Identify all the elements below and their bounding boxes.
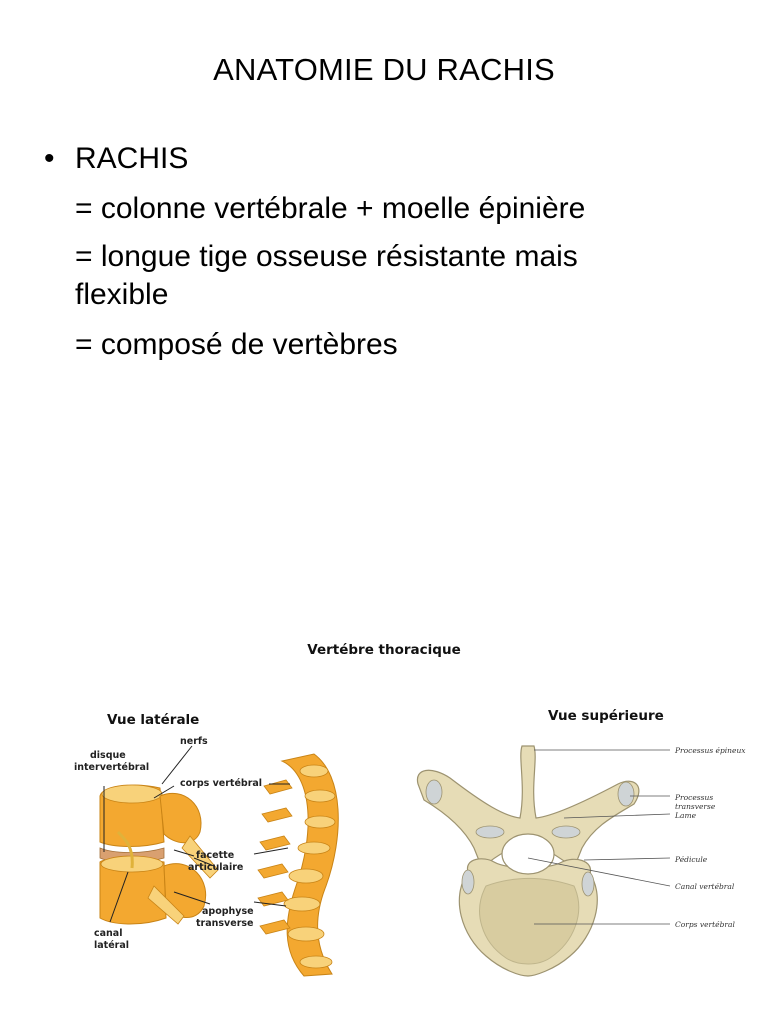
superior-view-title: Vue supérieure [548,708,664,724]
label-canal: canal [94,928,123,939]
bullet-dot: • [44,142,55,175]
bullet-heading: RACHIS [75,142,189,175]
label-lateral: latéral [94,940,130,951]
label-apophyse: apophyse [202,906,254,917]
bullet-item [44,140,744,178]
bullet-line-3: flexible [75,278,169,311]
bullet-line-4: = composé de vertèbres [75,328,398,361]
label-corps-vertebral: corps vertébral [180,778,263,789]
bullet-line-1: = colonne vertébrale + moelle épinière [75,192,586,225]
figure-caption: Vertébre thoracique [307,642,461,658]
lateral-view-title: Vue latérale [107,712,200,728]
vertebra-figure [14,636,754,996]
label-transverse: transverse [196,918,254,929]
label-nerfs: nerfs [180,736,208,747]
label-processus-transverse: Processus transverse [675,793,716,811]
superior-view-illustration [14,636,754,996]
label-facette: facette [196,850,235,861]
bullet-line-2: = longue tige osseuse résistante mais [75,240,578,273]
label-pedicule: Pédicule [675,855,708,864]
label-processus-epineux: Processus épineux [675,746,746,755]
label-intervertebral: intervertébral [74,762,150,773]
bullet-list [44,140,744,364]
label-articulaire: articulaire [188,862,244,873]
label-lame: Lame [675,811,697,820]
vertebra-superior-drawing [417,746,638,976]
label-canal-vertebral: Canal vertébral [675,882,735,891]
label-disque: disque [90,750,126,761]
slide-title: ANATOMIE DU RACHIS [213,52,555,87]
label-corps-vertebral-sup: Corps vertébral [675,920,735,929]
